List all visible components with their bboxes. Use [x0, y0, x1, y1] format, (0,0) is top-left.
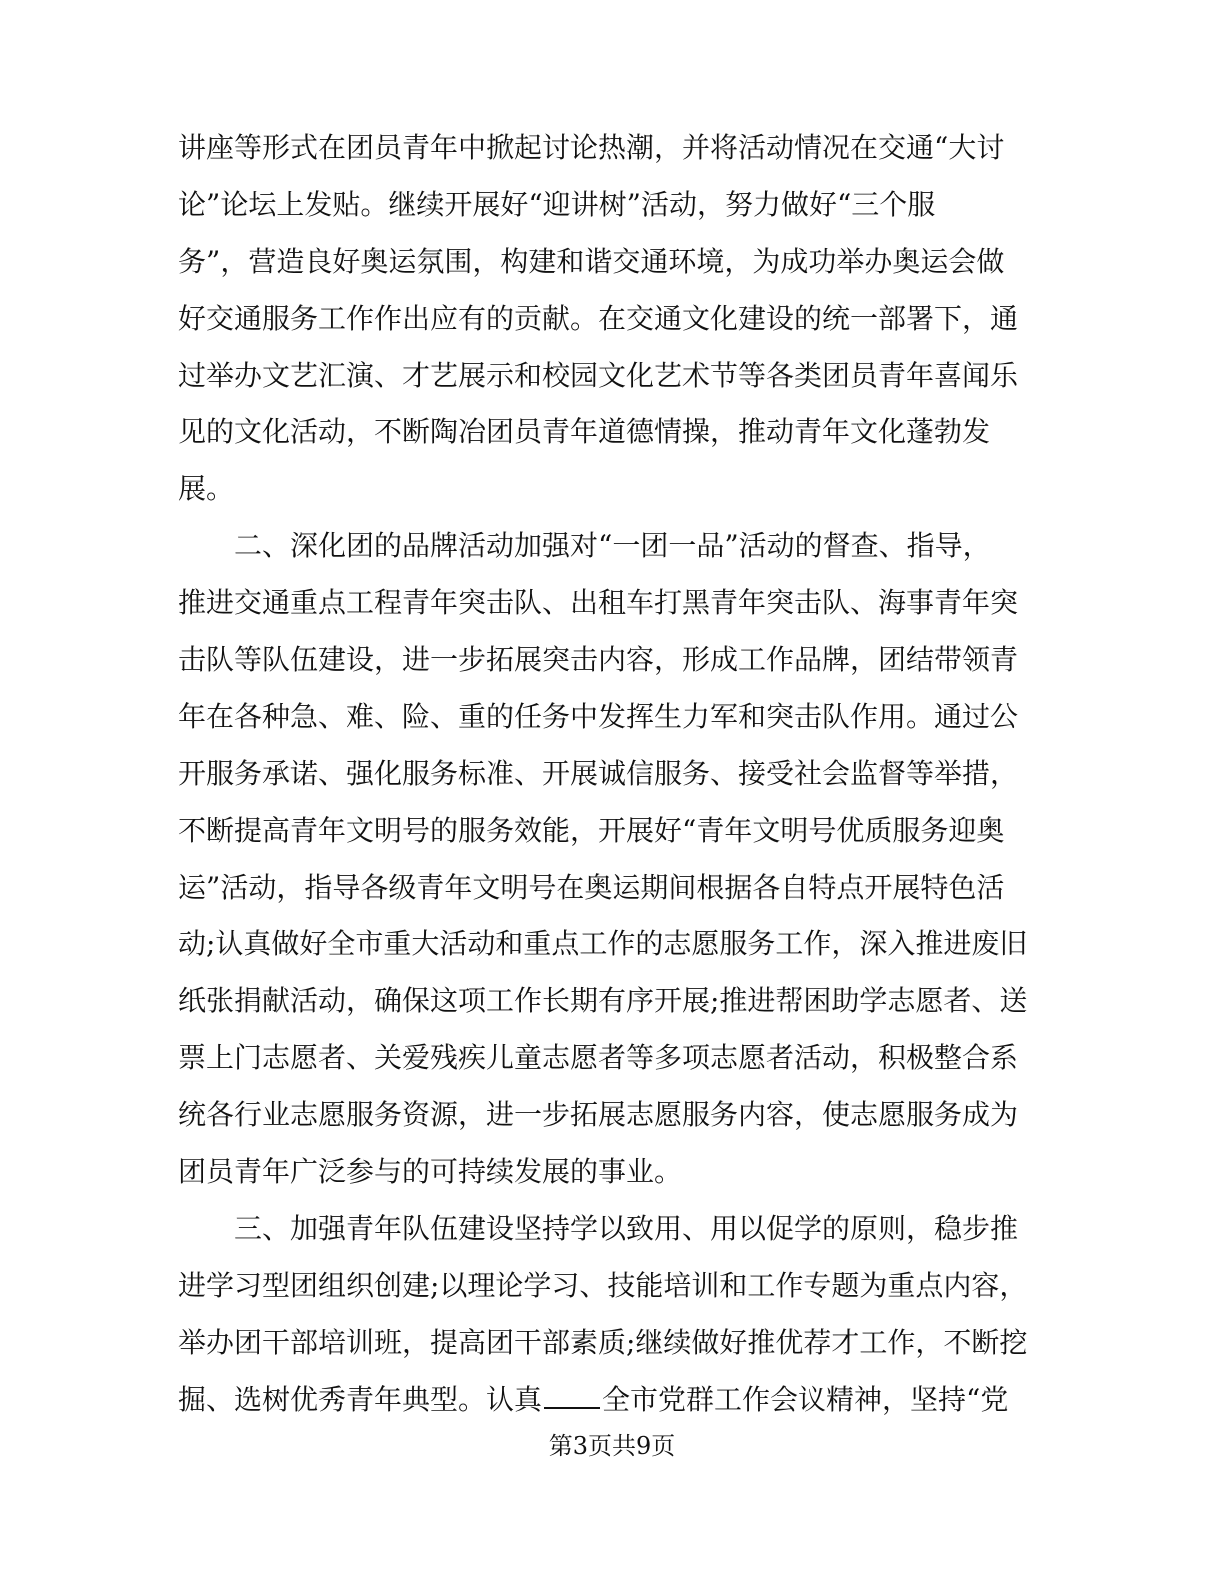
text-line: 举办团干部培训班，提高团干部素质;继续做好推优荐才工作，不断挖	[178, 1325, 1028, 1359]
text-line: 开服务承诺、强化服务标准、开展诚信服务、接受社会监督等举措，	[178, 756, 1019, 790]
text-line: 不断提高青年文明号的服务效能，开展好“青年文明号优质服务迎奥	[178, 813, 1005, 847]
text-line: 统各行业志愿服务资源，进一步拓展志愿服务内容，使志愿服务成为	[178, 1098, 1019, 1132]
fill-in-blank	[544, 1387, 600, 1409]
text-line: 动;认真做好全市重大活动和重点工作的志愿服务工作，深入推进废旧	[178, 927, 1028, 961]
text-line: 运”活动，指导各级青年文明号在奥运期间根据各自特点开展特色活	[178, 870, 1005, 904]
text-line: 击队等队伍建设，进一步拓展突击内容，形成工作品牌，团结带领青	[178, 643, 1019, 677]
text-line: 讲座等形式在团员青年中掀起讨论热潮，并将活动情况在交通“大讨	[178, 131, 1005, 164]
paragraph-heading-line: 三、加强青年队伍建设坚持学以致用、用以促学的原则，稳步推	[178, 1211, 1019, 1245]
text-line-with-blank	[178, 1372, 1018, 1429]
text-after-blank: 全市党群工作会议精神，坚持“党	[602, 1382, 1009, 1416]
text-line: 进学习型团组织创建;以理论学习、技能培训和工作专题为重点内容，	[178, 1268, 1028, 1302]
text-line: 推进交通重点工程青年突击队、出租车打黑青年突击队、海事青年突	[178, 586, 1019, 620]
text-line: 团员青年广泛参与的可持续发展的事业。	[178, 1155, 683, 1189]
text-line: 见的文化活动，不断陶冶团员青年道德情操，推动青年文化蓬勃发	[178, 415, 991, 449]
text-line: 年在各种急、难、险、重的任务中发挥生力军和突击队作用。通过公	[178, 699, 1019, 733]
text-before-blank: 掘、选树优秀青年典型。认真	[178, 1382, 543, 1416]
text-line: 展。	[178, 472, 235, 506]
text-line: 务”，营造良好奥运氛围，构建和谐交通环境，为成功举办奥运会做	[178, 244, 1005, 278]
text-line: 纸张捐献活动，确保这项工作长期有序开展;推进帮困助学志愿者、送	[178, 984, 1028, 1018]
text-line: 好交通服务工作作出应有的贡献。在交通文化建设的统一部署下，通	[178, 301, 1019, 335]
text-line: 论”论坛上发贴。继续开展好“迎讲树”活动，努力做好“三个服	[178, 187, 936, 221]
text-line: 票上门志愿者、关爱残疾儿童志愿者等多项志愿者活动，积极整合系	[178, 1041, 1019, 1075]
document-body	[178, 120, 1028, 1428]
paragraph-heading-line: 二、深化团的品牌活动加强对“一团一品”活动的督查、指导，	[178, 529, 991, 563]
page-number-footer: 第3页共9页	[548, 1432, 676, 1460]
text-line: 过举办文艺汇演、才艺展示和校园文化艺术节等各类团员青年喜闻乐	[178, 358, 1019, 392]
